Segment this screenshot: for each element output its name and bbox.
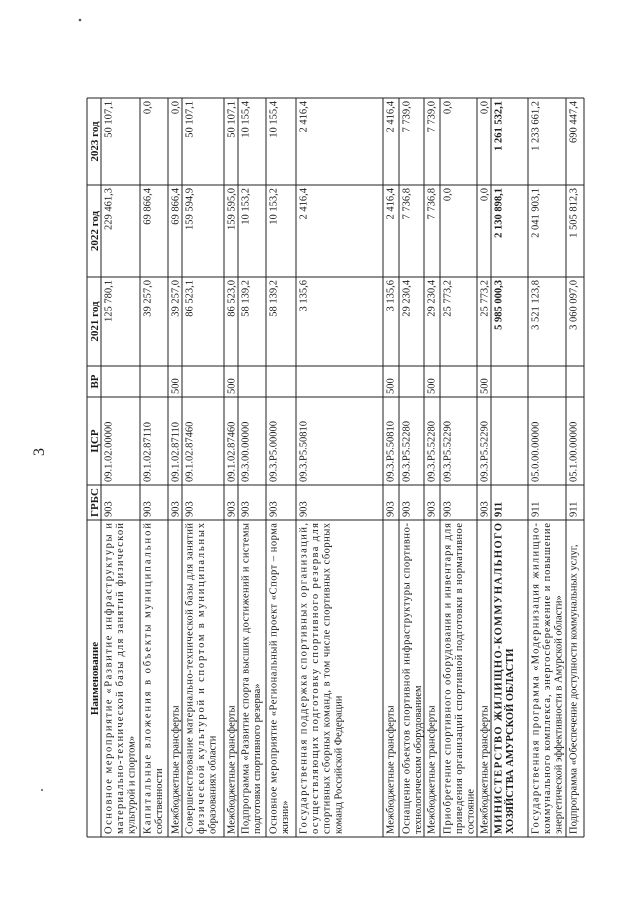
row-csr: 09.3.P5.52280 <box>426 421 438 482</box>
table-body <box>104 100 580 835</box>
row-y2022: 2 416,4 <box>385 188 397 220</box>
row-grbs: 903 <box>226 501 238 517</box>
row-name-line: Приобретение спортивного оборудования и инвентаря для <box>442 523 454 834</box>
row-name-line: Основное мероприятие «Региональный проект «Спорт – норма <box>268 523 280 834</box>
row-y2023: 0,0 <box>142 101 154 115</box>
row-csr: 09.3.P5.50810 <box>298 421 310 482</box>
row-y2022: 229 461,3 <box>103 188 115 230</box>
row-y2021: 39 257,0 <box>142 280 154 317</box>
row-y2022: 7 736,8 <box>426 188 438 220</box>
row-name-line: Государственная программа «Модернизация жилищно- <box>530 523 542 834</box>
row-grbs: 911 <box>568 501 580 517</box>
row-name-line: Межбюджетные трансферты <box>426 705 438 834</box>
row-y2022: 2 416,4 <box>298 188 310 220</box>
table-row <box>269 100 292 835</box>
row-name-line: Государственная поддержка спортивных организаций, <box>298 523 310 834</box>
row-y2022: 7 736,8 <box>401 188 413 220</box>
row-y2021: 125 780,1 <box>103 280 115 322</box>
row-y2023: 1 261 532,1 <box>493 101 505 151</box>
column-header-grbs: ГРБС <box>89 488 101 517</box>
row-y2023: 2 416,4 <box>385 101 397 133</box>
row-grbs: 903 <box>240 501 252 517</box>
row-y2022: 0,0 <box>479 188 491 202</box>
row-y2021: 3 135,6 <box>298 280 310 312</box>
row-y2021: 3 060 097,0 <box>568 280 580 330</box>
row-y2022: 2 041 903,1 <box>530 188 542 238</box>
row-y2021: 3 521 123,8 <box>530 280 542 330</box>
row-vr: 500 <box>170 378 182 394</box>
table-row <box>531 101 565 834</box>
row-csr: 09.1.02.87110 <box>142 422 154 482</box>
row-name-line: Подпрограмма «Развитие спорта высших достижений и системы <box>240 523 252 834</box>
table-row <box>171 101 182 834</box>
table-row <box>185 101 219 834</box>
row-name-line: спортивных сборных команд, в том числе спортивных сборных <box>321 523 333 834</box>
row-grbs: 903 <box>401 501 413 517</box>
row-grbs: 903 <box>442 501 454 517</box>
row-y2021: 39 257,0 <box>170 280 182 317</box>
row-y2023: 10 155,4 <box>240 101 252 138</box>
row-y2021: 25 773,2 <box>442 280 454 317</box>
table-row <box>427 101 438 834</box>
page-number: 3 <box>31 448 48 456</box>
row-grbs: 903 <box>479 501 491 517</box>
row-name-line: материально-технической базы для занятий физической <box>115 523 127 834</box>
row-name-line: жизни» <box>280 800 292 834</box>
row-y2023: 10 155,4 <box>268 101 280 138</box>
row-vr: 500 <box>385 378 397 394</box>
row-name-line: Совершенствование материально-технической базы для занятий <box>184 523 196 834</box>
table-row <box>104 101 138 834</box>
column-header-vr: ВР <box>89 374 101 389</box>
row-name-line: МИНИСТЕРСТВО ЖИЛИЩНО-КОММУНАЛЬНОГО <box>493 523 505 834</box>
table-row <box>494 101 517 834</box>
row-y2022: 0,0 <box>442 188 454 202</box>
row-name-line: Оснащение объектов спортивной инфраструктуры спортивно- <box>401 523 413 834</box>
row-csr: 09.1.02.00000 <box>103 421 115 482</box>
row-grbs: 903 <box>385 501 397 517</box>
row-grbs: 903 <box>103 501 115 517</box>
column-header-name: Наименование <box>89 641 101 716</box>
row-y2023: 0,0 <box>170 101 182 115</box>
row-y2023: 0,0 <box>479 101 491 115</box>
scan-speck <box>41 789 43 791</box>
row-y2023: 50 107,1 <box>226 101 238 138</box>
table-row <box>402 101 425 834</box>
table-row <box>569 100 580 834</box>
row-y2022: 2 130 898,1 <box>493 188 505 238</box>
row-grbs: 911 <box>530 501 542 517</box>
row-grbs: 911 <box>493 501 505 517</box>
row-name-line: Капитальные вложения в объекты муниципальной <box>142 523 154 834</box>
row-grbs: 903 <box>426 501 438 517</box>
row-name-line: состояние <box>465 788 477 834</box>
row-y2021: 86 523,1 <box>184 280 196 317</box>
table-row <box>443 101 477 834</box>
table-row <box>480 101 491 834</box>
row-name-line: ХОЗЯЙСТВА АМУРСКОЙ ОБЛАСТИ <box>505 648 517 834</box>
row-name-line: Подпрограмма «Обеспечение доступности коммунальных услуг, <box>568 544 580 834</box>
row-y2021: 29 230,4 <box>401 280 413 317</box>
column-header-y2021: 2021 год <box>89 301 101 342</box>
table-row <box>227 101 238 834</box>
row-grbs: 903 <box>170 501 182 517</box>
row-name-line: Межбюджетные трансферты <box>385 705 397 834</box>
table-row <box>241 100 264 834</box>
row-y2022: 159 594,9 <box>184 188 196 230</box>
table-rotation-group <box>87 98 584 837</box>
row-vr: 500 <box>426 378 438 394</box>
row-csr: 09.1.02.87110 <box>170 422 182 482</box>
row-csr: 05.1.00.00000 <box>568 421 580 482</box>
row-csr: 09.1.02.87460 <box>226 421 238 482</box>
column-header-y2023: 2023 год <box>89 121 101 162</box>
row-name-line: технологическим оборудованием <box>413 685 425 834</box>
row-csr: 09.1.02.87460 <box>184 421 196 482</box>
row-y2022: 69 866,4 <box>170 188 182 225</box>
row-csr: 09.3.P5.52290 <box>479 421 491 482</box>
row-csr: 09.3.P5.52280 <box>401 421 413 482</box>
row-grbs: 903 <box>298 501 310 517</box>
row-y2023: 0,0 <box>442 101 454 115</box>
row-y2023: 690 447,4 <box>568 101 580 143</box>
table-row <box>386 100 397 834</box>
row-vr: 500 <box>226 378 238 394</box>
row-y2022: 159 595,0 <box>226 188 238 230</box>
row-name-line: команд Российской Федерации <box>333 695 345 834</box>
row-name-line: собственности <box>154 768 166 834</box>
row-name-line: Межбюджетные трансферты <box>226 705 238 834</box>
row-y2023: 1 233 661,2 <box>530 101 542 151</box>
row-name-line: осуществляющих подготовку спортивного резерва для <box>310 523 322 834</box>
row-name-line: физической культурой и спортом в муниципальных <box>196 523 208 834</box>
scan-speck <box>79 19 82 22</box>
row-name-line: приведения организаций спортивной подготовки в нормативное <box>454 523 466 834</box>
row-y2021: 3 135,6 <box>385 280 397 312</box>
row-name-line: подготовки спортивного резерва» <box>252 683 264 834</box>
row-y2021: 5 985 000,3 <box>493 280 505 330</box>
row-name-line: образованиях области <box>207 735 219 834</box>
row-csr: 05.0.00.00000 <box>530 421 542 482</box>
row-name-line: коммунального комплекса, энергосбережение и повышение <box>542 523 554 834</box>
row-y2023: 7 739,0 <box>426 101 438 133</box>
row-vr: 500 <box>479 378 491 394</box>
column-header-csr: ЦСР <box>89 429 101 453</box>
row-y2023: 50 107,1 <box>103 101 115 138</box>
row-name-line: Основное мероприятие «Развитие инфраструктуры и <box>103 523 115 834</box>
row-y2022: 69 866,4 <box>142 188 154 225</box>
row-y2022: 10 153,2 <box>268 188 280 225</box>
row-y2021: 58 139,2 <box>240 280 252 317</box>
row-name-line: культурой и спортом» <box>126 735 138 834</box>
row-csr: 09.3.P5.00000 <box>268 421 280 482</box>
row-csr: 09.3.P5.52290 <box>442 421 454 482</box>
row-name-line: Межбюджетные трансферты <box>479 705 491 834</box>
row-y2023: 2 416,4 <box>298 101 310 133</box>
table-header <box>89 121 101 715</box>
row-name-line: Межбюджетные трансферты <box>170 705 182 834</box>
row-y2023: 7 739,0 <box>401 101 413 133</box>
row-y2022: 10 153,2 <box>240 188 252 225</box>
row-y2021: 25 773,2 <box>479 280 491 317</box>
row-csr: 09.3.P5.50810 <box>385 421 397 482</box>
row-y2023: 50 107,1 <box>184 101 196 138</box>
row-name-line: энергетической эффективности в Амурской области» <box>553 595 565 834</box>
row-csr: 09.3.00.00000 <box>240 421 252 482</box>
column-header-y2022: 2022 год <box>89 210 101 252</box>
row-y2021: 29 230,4 <box>426 280 438 317</box>
row-grbs: 903 <box>142 501 154 517</box>
table-row <box>299 100 345 834</box>
row-grbs: 903 <box>184 501 196 517</box>
row-y2021: 86 523,0 <box>226 280 238 317</box>
row-y2021: 58 139,2 <box>268 280 280 317</box>
row-grbs: 903 <box>268 501 280 517</box>
row-y2022: 1 505 812,3 <box>568 188 580 238</box>
table-row <box>143 101 166 834</box>
